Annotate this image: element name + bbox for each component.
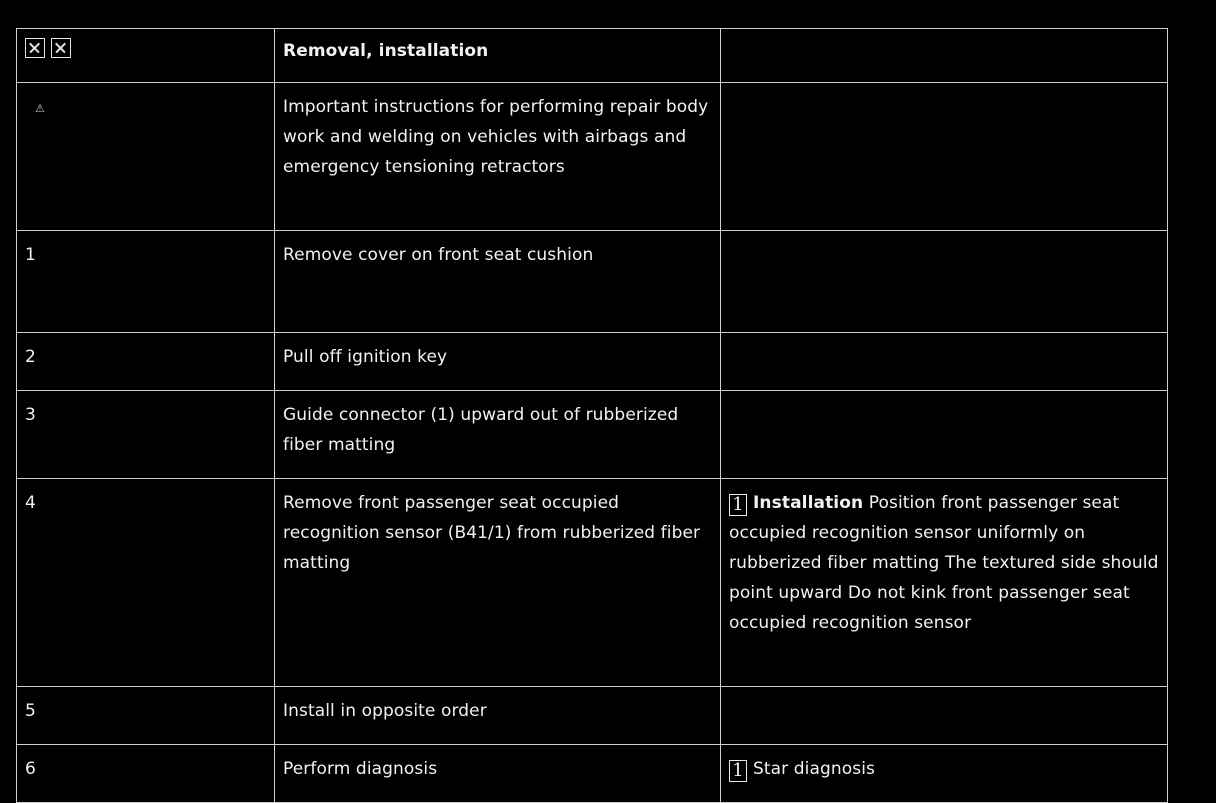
- x-box-icon: [25, 38, 45, 58]
- table-row: [17, 231, 1168, 333]
- step-text: Install in opposite order: [275, 687, 721, 745]
- step-text: Remove front passenger seat occupied recognition sensor (B41/1) from rubberized fiber matting: [275, 479, 721, 687]
- note-bold-label: Installation: [753, 493, 864, 513]
- warning-text: Important instructions for performing repair body work and welding on vehicles with airbags and emergency tensioning retractors: [275, 83, 721, 231]
- table-row: [17, 391, 1168, 479]
- step-text: Perform diagnosis: [275, 745, 721, 803]
- reference-box-icon[interactable]: 1: [729, 494, 747, 516]
- step-text: Pull off ignition key: [275, 333, 721, 391]
- step-note: [721, 479, 1168, 687]
- empty-cell: [721, 83, 1168, 231]
- step-note: [721, 745, 1168, 803]
- note-text: Star diagnosis: [753, 759, 876, 779]
- step-text: Remove cover on front seat cushion: [275, 231, 721, 333]
- table-row: [17, 745, 1168, 803]
- step-note: [721, 687, 1168, 745]
- step-number: 1: [17, 231, 275, 333]
- step-note: [721, 333, 1168, 391]
- warning-icon-cell: [17, 83, 275, 231]
- step-number: 4: [17, 479, 275, 687]
- header-icons-cell: [17, 29, 275, 83]
- procedure-table: [16, 28, 1168, 803]
- table-row: [17, 333, 1168, 391]
- table-row: [17, 687, 1168, 745]
- x-box-icon: [51, 38, 71, 58]
- table-row: [17, 479, 1168, 687]
- step-note: [721, 391, 1168, 479]
- step-text: Guide connector (1) upward out of rubberized fiber matting: [275, 391, 721, 479]
- note-text: Position front passenger seat occupied recognition sensor uniformly on rubberized fiber matting The textured side should point upward Do not kink front passenger seat occupied recognition sensor: [729, 493, 1159, 633]
- reference-box-icon[interactable]: 1: [729, 760, 747, 782]
- table-row: [17, 83, 1168, 231]
- table-header-row: [17, 29, 1168, 83]
- header-title: Removal, installation: [275, 29, 721, 83]
- warning-icon: ⚠: [35, 102, 45, 115]
- header-empty-cell: [721, 29, 1168, 83]
- step-number: 5: [17, 687, 275, 745]
- step-number: 2: [17, 333, 275, 391]
- step-number: 3: [17, 391, 275, 479]
- step-number: 6: [17, 745, 275, 803]
- step-note: [721, 231, 1168, 333]
